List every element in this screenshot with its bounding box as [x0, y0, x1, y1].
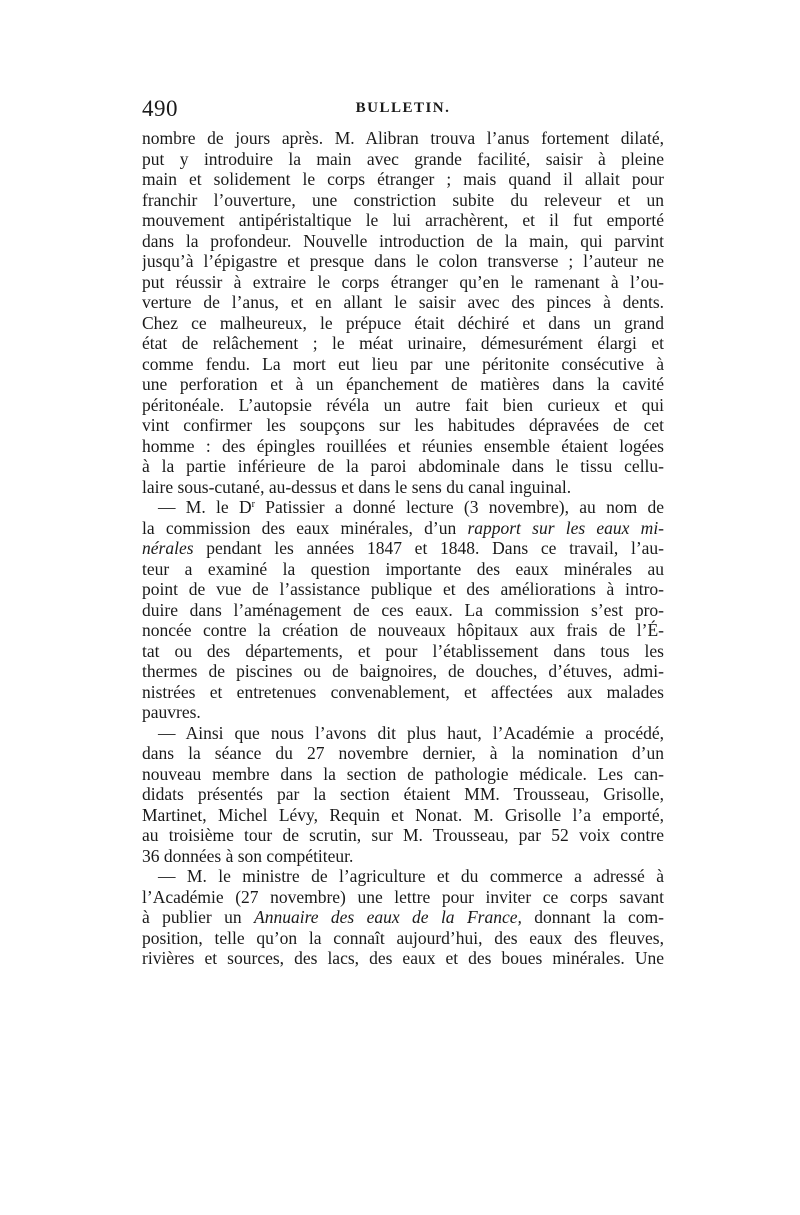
body-text: [142, 128, 664, 969]
text-line: comme fendu. La mort eut lieu par une péritonite consécutive à: [142, 353, 664, 374]
running-title: BULLETIN.: [355, 100, 451, 116]
text-line: put réussir à extraire le corps étranger qu’en le ramenant à l’ou-: [142, 271, 664, 292]
text-line: [142, 538, 664, 559]
superscript: r: [251, 499, 255, 510]
text-line: main et solidement le corps étranger ; mais quand il allait pour: [142, 169, 664, 189]
text-line: franchir l’ouverture, une constriction subite du releveur et un: [142, 189, 664, 210]
text-line: — M. le ministre de l’agriculture et du commerce a adressé à: [158, 866, 664, 886]
text-run: donnant la com-: [521, 907, 664, 927]
text-line: Chez ce malheureux, le prépuce était déchiré et dans un grand: [142, 312, 664, 333]
italic-title: rapport sur les eaux mi-: [467, 517, 664, 538]
text-line: jusqu’à l’épigastre et presque dans le colon transverse ; l’auteur ne: [142, 251, 664, 271]
text-run: — M. le D: [158, 497, 252, 517]
text-line: homme : des épingles rouillées et réunies ensemble étaient logées: [142, 435, 664, 456]
text-line: une perforation et à un épanchement de matières dans la cavité: [142, 374, 664, 394]
text-line: [142, 497, 664, 518]
text-line: nombre de jours après. M. Alibran trouva l’anus fortement dilaté,: [142, 128, 664, 148]
italic-title: Annuaire des eaux de la France,: [254, 907, 522, 927]
text-line: à la partie inférieure de la paroi abdominale dans le tissu cellu-: [142, 456, 664, 476]
text-line: dans la profondeur. Nouvelle introduction de la main, qui parvint: [142, 230, 664, 251]
text-line: point de vue de l’assistance publique et des améliorations à intro-: [142, 579, 664, 599]
text-line: put y introduire la main avec grande facilité, saisir à pleine: [142, 148, 664, 169]
text-run: à publier un: [142, 907, 255, 927]
text-line: état de relâchement ; le méat urinaire, démesurément élargi et: [142, 333, 664, 353]
text-line: — Ainsi que nous l’avons dit plus haut, l’Académie a procédé,: [158, 722, 664, 743]
text-line: l’Académie (27 novembre) une lettre pour inviter ce corps savant: [142, 886, 664, 907]
text-line: 36 données à son compétiteur.: [142, 845, 354, 866]
running-head: [142, 96, 664, 126]
text-line: vint confirmer les soupçons sur les habitudes dépravées de cet: [142, 415, 664, 435]
text-line: au troisième tour de scrutin, sur M. Trousseau, par 52 voix contre: [142, 825, 664, 845]
italic-title: nérales: [142, 538, 194, 558]
text-line: nouveau membre dans la section de pathologie médicale. Les can-: [142, 763, 664, 784]
text-line: tat ou des départements, et pour l’établissement dans tous les: [142, 640, 664, 661]
text-line: mouvement antipéristaltique le lui arrachèrent, et il fut emporté: [142, 210, 664, 230]
text-run: Patissier a donné lecture (3 novembre), au nom de: [254, 497, 664, 517]
page-number: 490: [142, 96, 178, 121]
text-line: verture de l’anus, et en allant le saisir avec des pinces à dents.: [142, 292, 664, 312]
text-line: duire dans l’aménagement de ces eaux. La commission s’est pro-: [142, 599, 664, 620]
text-line: [142, 518, 664, 539]
text-line: laire sous-cutané, au-dessus et dans le sens du canal inguinal.: [142, 476, 572, 497]
text-line: Martinet, Michel Lévy, Requin et Nonat. M. Grisolle l’a emporté,: [142, 804, 664, 825]
text-line: nistrées et entretenues convenablement, et affectées aux malades: [142, 681, 664, 702]
text-run: pendant les années 1847 et 1848. Dans ce travail, l’au-: [193, 538, 664, 558]
text-line: dans la séance du 27 novembre dernier, à la nomination d’un: [142, 743, 664, 763]
text-run: la commission des eaux minérales, d’un: [142, 517, 468, 538]
text-line: didats présentés par la section étaient MM. Trousseau, Grisolle,: [142, 784, 664, 804]
text-line: teur a examiné la question importante des eaux minérales au: [142, 558, 664, 579]
text-line: [142, 907, 664, 928]
text-line: thermes de piscines ou de baignoires, de douches, d’étuves, admi-: [142, 661, 664, 681]
text-line: position, telle qu’on la connaît aujourd’hui, des eaux des fleuves,: [142, 927, 664, 948]
text-line: noncée contre la création de nouveaux hôpitaux aux frais de l’É-: [142, 620, 664, 640]
text-line: pauvres.: [142, 702, 201, 722]
text-line: péritonéale. L’autopsie révéla un autre fait bien curieux et qui: [142, 394, 664, 415]
text-line: rivières et sources, des lacs, des eaux et des boues minérales. Une: [142, 948, 664, 968]
